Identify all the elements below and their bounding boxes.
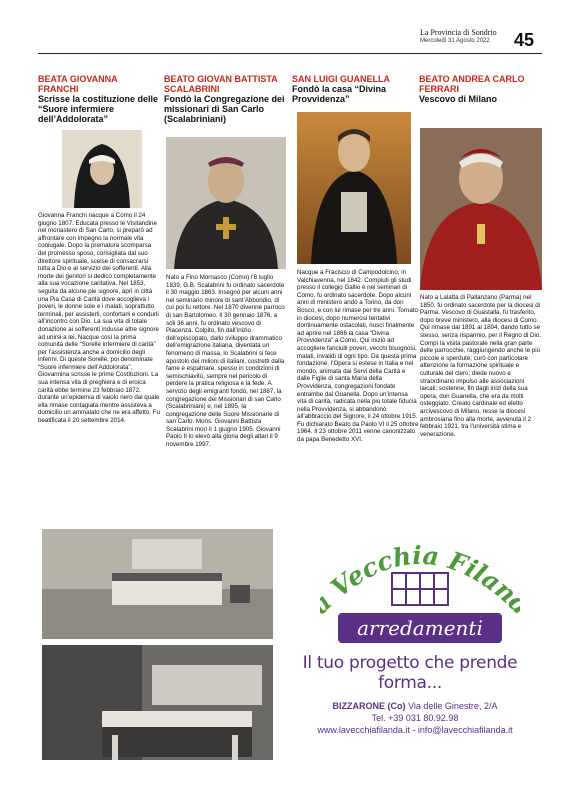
article-subtitle: Fondò la casa “Divina Provvidenza” (292, 84, 387, 104)
article-name: BEATA GIOVANNA FRANCHI (38, 74, 118, 94)
article-name: BEATO GIOVAN BATTISTA SCALABRINI (164, 74, 278, 94)
article-body: Nato a Fino Mornasco (Como) l’8 luglio 1839, G.B. Scalabrini fu ordinato sacerdote il 30 maggio 1863. Insegnò per alcuni anni nel seminario minore di sant’Abbondio, di cui poi fu rettore. Nel 1870 divenne parroco di san Bartolomeo. Il 30 gennaio 1876, a soli 36 anni, fu ordinato vescovo di Piacenza. Colpito, fin dall’inizio dell’episcopato, dallo sviluppo drammatico dell’emigrazione italiana, diventata un fenomeno di massa, lo Scalabrini si fece apostolo dei milioni di italiani, costretti dalla fame e espatriare, spesso in condizioni di semischiavitù, sempre nel pericolo di perdere la pratica religiosa e la fede. A servizio degli emigranti fondò, nel 1887, la congregazione dei Missionari di san Carlo (Scalabriniani) e, nel 1895, la congregazione delle Suore Missionarie di san Carlo. Mons. Giovanni Battista Scalabrini morì il 1 giugno 1905. Giovanni Paolo II lo elevò alla gloria degli altari il 9 novembre 1997. (166, 274, 285, 449)
article-subtitle: Fondò la Congregazione dei missionari di San Carlo (Scalabriniani) (164, 94, 285, 124)
ad-city: BIZZARONE (Co) (332, 701, 406, 711)
ad-website[interactable]: www.lavecchiafilanda.it - info@lavecchiafilanda.it (317, 725, 513, 735)
logo-name: Vecchia Filan (325, 540, 520, 609)
ad-phone: Tel. +39 031 80.92.98 (371, 713, 459, 723)
vecchia-filanda-logo (320, 529, 520, 649)
article-body: Nacque a Fraciscio di Campodolcino, in Valchiavenna, nel 1842. Compiuti gli studi presso il collegio Gallio e nei seminari di Como, fu ordinato sacerdote. Dopo alcuni anni di ministero andò a Torino, da don Bosco, e con lui rimase per tre anni. Tornato in diocesi, dopo numerosi tentativi dontinuamente ostacolati, riuscì finalmente ad aprire nel 1886 la casa “Divina Provvidenza” a Como. Qui iniziò ad accogliere fanciulli poveri, vecchi bisognosi, malati, invalidi di ogni tipo. Da questa prima fondazione, l’Opera si estese in Italia e nel mondo, animata dai Servi della Carità e dalle Figlie di santa Maria della Provvidenza, congregazioni fondate entrambe dal Guanella. Dopo un’intensa vita di carità, radicata nella più totale fiducia nella Provvidenza, si abbandonò all’abbraccio del Signore, il 24 ottobre 1915. Fu dichiarato Beato da Paolo VI il 25 ottobre 1964. Il 23 ottobre 2011 venne canonizzato da papa Benedetto XVI. (297, 269, 419, 444)
ad-slogan: Il tuo progetto che prende forma... (302, 653, 518, 693)
article-body: Nato a Lalatta di Pallanzano (Parma) nel 1850, fu ordinato sacerdote per la diocesi di Parma. Vescovo di Guastalla, fu trasferito, dopo breve ministero, alla diocesi di Como. Qui rimase dal 1891 al 1894, dando tutto se stesso, senza risparmio, per il Regno di Dio. Compì la visita pastorale nella gran parte delle parrocchie, raggiungendo anche le più piccole e sperdute; curò con particolare attenzione la formazione spirituale e culturale del clero; diede nuovo e straordinario impulso alle associazioni laicali; sostenne, fin dagli inizi della sua opera, don Guanella, che era da molti osteggiato. Creato cardinale ed eletto arcivescovo di Milano, resse la diocesi ambrosiana fino alla morte, avvenuta il 2 febbraio 1921, tra l’università stima e venerazione. (420, 294, 542, 438)
portrait-franchi (62, 130, 142, 208)
page-number: 45 (514, 30, 535, 50)
ad-contacts (300, 700, 530, 736)
article-name: BEATO ANDREA CARLO FERRARI (419, 74, 525, 94)
column-ferrari (419, 74, 541, 104)
article-name: SAN LUIGI GUANELLA (292, 74, 390, 84)
newspaper-name: La Provincia di Sondrio (420, 28, 497, 37)
column-scalabrini (164, 74, 286, 124)
ad-street: Via delle Ginestre, 2/A (408, 701, 498, 711)
bedroom-photo (42, 529, 273, 639)
advertisement[interactable] (42, 529, 539, 760)
portrait-ferrari (420, 128, 542, 290)
article-subtitle: Scrisse la costituzione delle “Suore infermiere dell’Addolorata” (38, 94, 159, 124)
issue-date: Mercoledì 31 Agosto 2022 (420, 38, 490, 44)
column-franchi (38, 74, 160, 124)
article-subtitle: Vescovo di Milano (419, 94, 498, 104)
kitchen-photo (42, 645, 273, 760)
article-body: Giovanna Franchi nacque a Como il 24 giugno 1807. Educata presso le Visitandine nel monastero di San Carlo, si preparò ad affrontare con impegno la normale vita coniugale. Dopo la prematura scomparsa del promesso sposo, consigliata dal suo direttore spirituale, scelse di consacrarsi tutta a Dio e al servizio dei sofferenti. Alla morte dei genitori si dedicò completamente alla sua vocazione caritativa. Nel 1853, seguita da alcune pie signore, aprì in città una Pia Casa di Carità dove accoglieva i poveri, le donne sole e i malati, soprattutto terminali, per assisterli, confortarli e condurli all’incontro con Dio. La sua vita di totale donazione ai sofferenti indusse altre signore ad unirsi a lei. Nacque così la prima comunità delle “Sorelle infermiere di carità” per l’assistenza anche a domicilio degli infermi. Di queste Sorelle, poi denominate “Suore infermiere dell’Addolorata”, Giovannina scrisse le prime Costituzioni. La sua intensa vita di preghiera e di eroica carità ebbe termine 23 febbraio 1872, durante un’epidemia di vaiolo nero dal quale ella rimase contagiata mentre assisteva a domicilio un ammalato che ne era affetto. Fu beatificata il 20 settembre 2014. (38, 212, 160, 425)
portrait-scalabrini (166, 137, 286, 269)
portrait-guanella (297, 112, 411, 264)
column-guanella (292, 74, 414, 104)
header-divider (38, 53, 542, 54)
logo-subtitle: arredamenti (357, 616, 483, 640)
